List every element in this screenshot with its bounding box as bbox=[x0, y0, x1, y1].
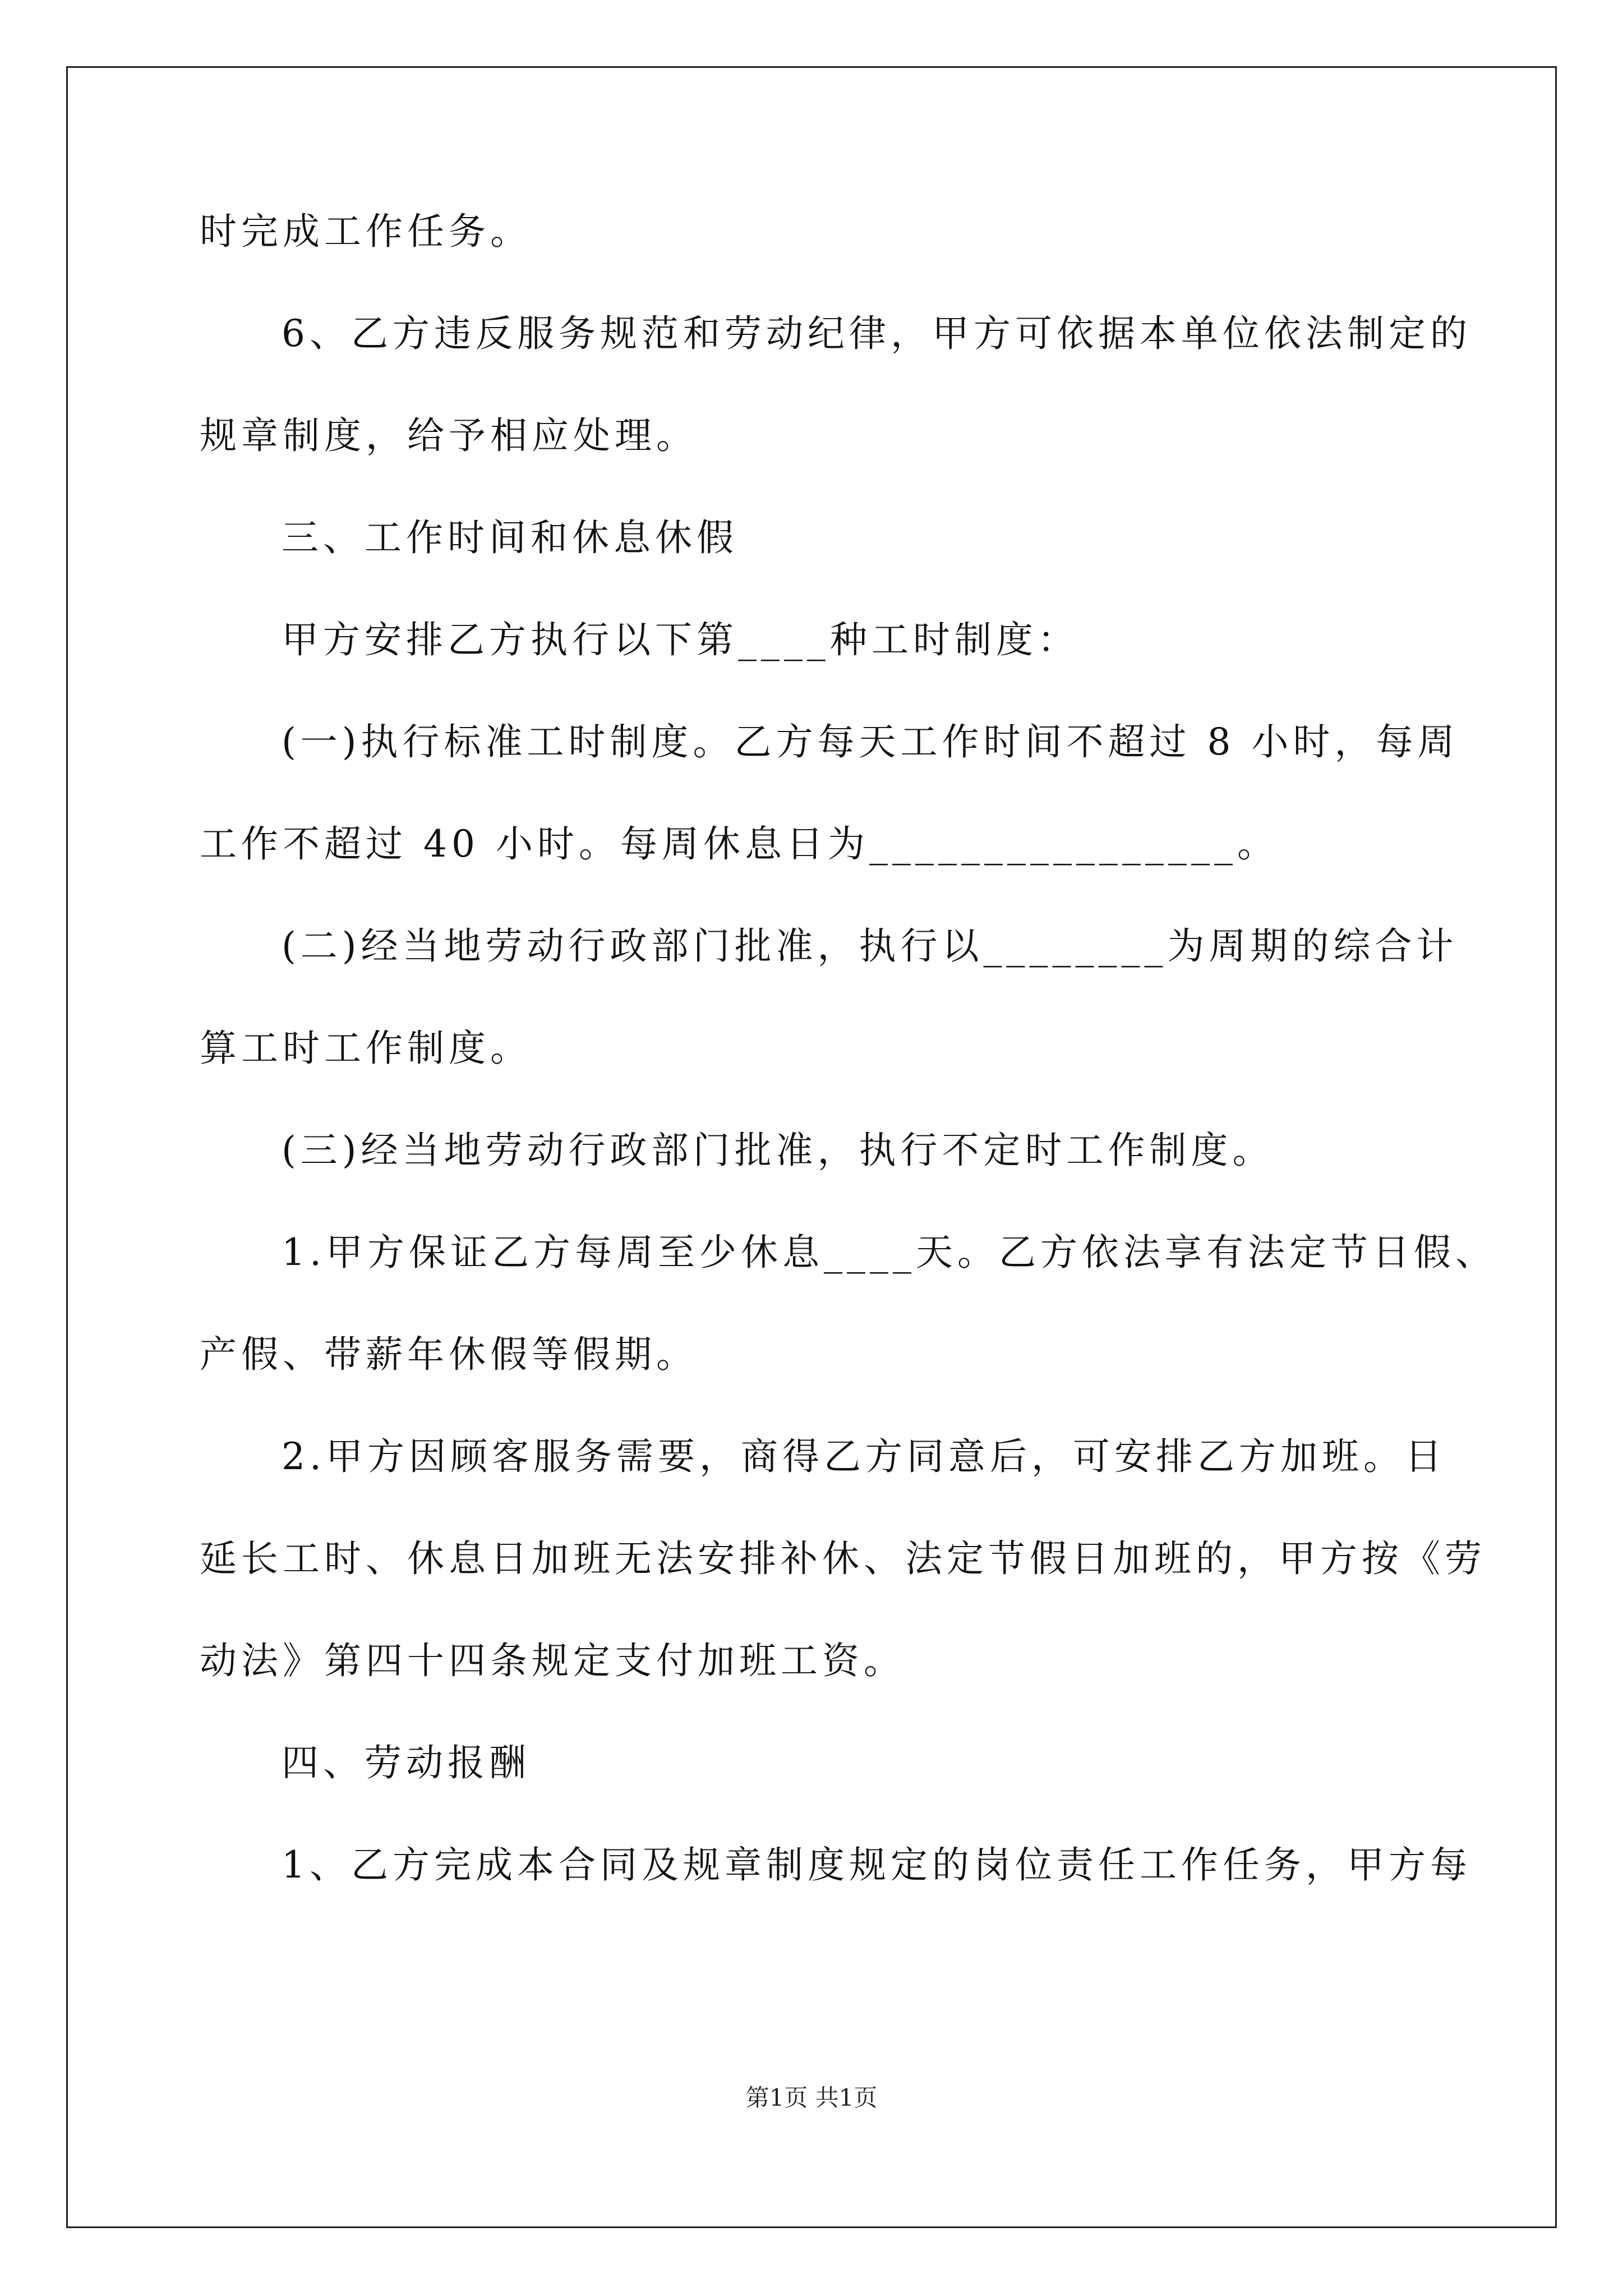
text-line: (一)执行标准工时制度。乙方每天工作时间不超过 8 小时，每周 bbox=[282, 720, 1459, 763]
text-line: 甲方安排乙方执行以下第____种工时制度： bbox=[282, 618, 1079, 661]
text-line: (二)经当地劳动行政部门批准，执行以________为周期的综合计 bbox=[282, 924, 1458, 968]
text-line: 动法》第四十四条规定支付加班工资。 bbox=[200, 1639, 905, 1682]
text-line: (三)经当地劳动行政部门批准，执行不定时工作制度。 bbox=[282, 1129, 1274, 1172]
page-footer: 第1页 共1页 bbox=[745, 2084, 878, 2111]
text-line: 1.甲方保证乙方每周至少休息____天。乙方依法享有法定节日假、 bbox=[282, 1231, 1497, 1274]
text-line: 工作不超过 40 小时。每周休息日为________________。 bbox=[200, 822, 1279, 866]
text-line: 6、乙方违反服务规范和劳动纪律，甲方可依据本单位依法制定的 bbox=[282, 312, 1472, 355]
text-line: 规章制度，给予相应处理。 bbox=[200, 414, 698, 457]
text-line: 延长工时、休息日加班无法安排补休、法定节假日加班的，甲方按《劳 bbox=[200, 1537, 1486, 1580]
section-heading: 四、劳动报酬 bbox=[282, 1741, 531, 1784]
text-line: 产假、带薪年休假等假期。 bbox=[200, 1333, 698, 1376]
text-line: 2.甲方因顾客服务需要，商得乙方同意后，可安排乙方加班。日 bbox=[282, 1435, 1446, 1478]
section-heading: 三、工作时间和休息休假 bbox=[282, 516, 738, 559]
text-line: 时完成工作任务。 bbox=[200, 210, 532, 253]
text-line: 1、乙方完成本合同及规章制度规定的岗位责任工作任务，甲方每 bbox=[282, 1843, 1472, 1887]
text-line: 算工时工作制度。 bbox=[200, 1027, 532, 1070]
